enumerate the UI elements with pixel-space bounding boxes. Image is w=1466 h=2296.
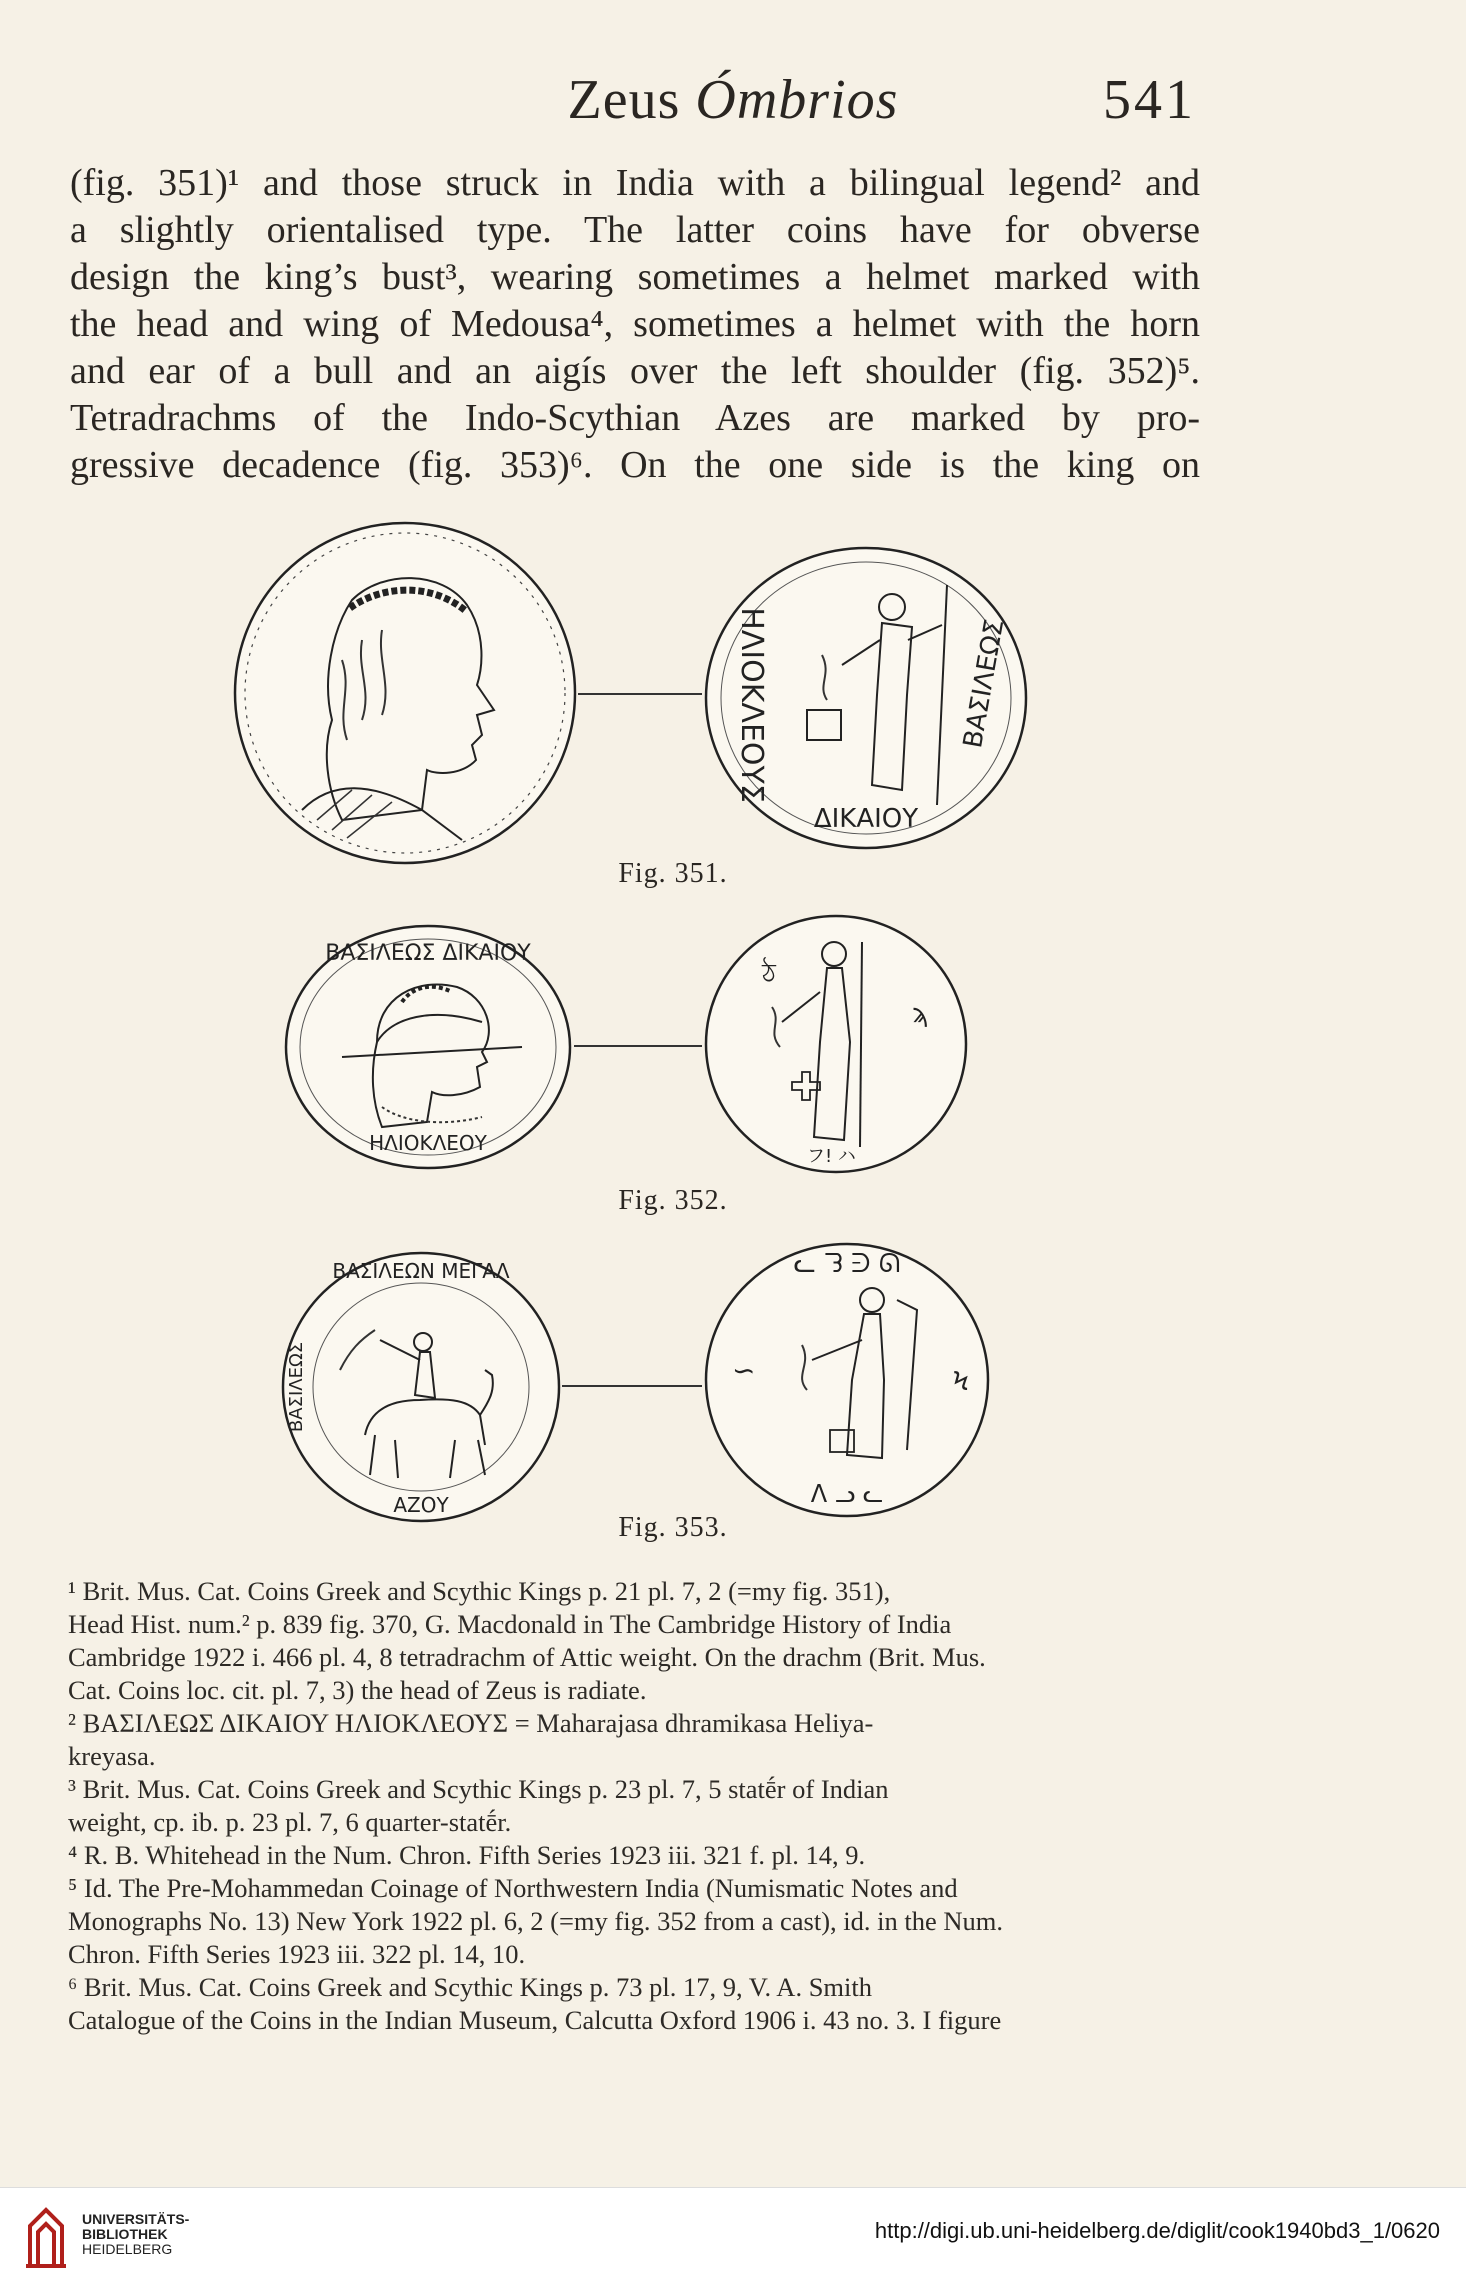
svg-text:ΔΙΚΑΙΟΥ: ΔΙΚΑΙΟΥ xyxy=(813,804,919,834)
coin-obverse-352 xyxy=(282,922,574,1172)
footnote-line: ² ΒΑΣΙΛΕΩΣ ΔΙΚΑΙΟΥ ΗΛΙΟΚΛΕΟΥΣ = Maharajasa dhramikasa Heliya- xyxy=(68,1708,874,1738)
coin-obverse-353 xyxy=(280,1250,562,1524)
coin-reverse-353 xyxy=(702,1240,992,1520)
footnote-line: Catalogue of the Coins in the Indian Museum, Calcutta Oxford 1906 i. 43 no. 3. I figure xyxy=(68,2005,1002,2035)
library-logo-icon xyxy=(22,2204,70,2270)
footnote-line: ⁵ Id. The Pre-Mohammedan Coinage of Northwestern India (Numismatic Notes and xyxy=(68,1873,958,1903)
footnote-line: Monographs No. 13) New York 1922 pl. 6, 2 (=my fig. 352 from a cast), id. in the Num. xyxy=(68,1906,1003,1936)
figure-caption: Fig. 351. xyxy=(618,858,728,889)
library-name: UNIVERSITÄTS- BIBLIOTHEK HEIDELBERG xyxy=(82,2211,190,2257)
footnote-line: kreyasa. xyxy=(68,1741,156,1771)
svg-text:ϡ: ϡ xyxy=(912,999,929,1029)
footnote-line: Chron. Fifth Series 1923 iii. 322 pl. 14, 10. xyxy=(68,1939,526,1969)
coin-reverse-351 xyxy=(702,545,1030,851)
footnote-line: ³ Brit. Mus. Cat. Coins Greek and Scythic Kings p. 23 pl. 7, 5 statḗr of Indian xyxy=(68,1774,889,1804)
footnote-line: Head Hist. num.² p. 839 fig. 370, G. Macdonald in The Cambridge History of India xyxy=(68,1609,952,1639)
svg-text:∽: ∽ xyxy=(732,1354,756,1387)
body-line: Tetradrachms of the Indo-Scythian Azes are marked by pro- xyxy=(70,397,1200,439)
footnote-line: ⁴ R. B. Whitehead in the Num. Chron. Fifth Series 1923 iii. 321 f. pl. 14, 9. xyxy=(68,1840,866,1870)
body-line: design the king’s bust³, wearing sometimes a helmet marked with xyxy=(70,256,1200,298)
body-line: gressive decadence (fig. 353)⁶. On the one side is the king on xyxy=(70,444,1200,486)
body-line: (fig. 351)¹ and those struck in India with a bilingual legend² and xyxy=(70,162,1200,204)
footnotes xyxy=(68,1575,1200,2037)
body-line: and ear of a bull and an aigís over the left shoulder (fig. 352)⁵. xyxy=(70,350,1200,392)
coin-legend: ΒΑΣΙΛΕΩΣ ΔΙΚΑΙΟΥ xyxy=(325,941,531,966)
figure-connector xyxy=(562,1385,702,1387)
body-paragraph xyxy=(70,160,1200,489)
coin-obverse-351 xyxy=(232,520,578,866)
svg-text:ΑΖΟΥ: ΑΖΟΥ xyxy=(393,1493,449,1517)
svg-text:フ! ハ: フ! ハ xyxy=(807,1146,856,1167)
running-head xyxy=(0,68,1466,138)
coin-legend: ΗΛΙΟΚΛΕΟΥΣ xyxy=(734,607,769,803)
figure-connector xyxy=(578,693,702,695)
running-title: Zeus Ómbrios xyxy=(567,69,899,131)
footnote-line: ¹ Brit. Mus. Cat. Coins Greek and Scythic Kings p. 21 pl. 7, 2 (=my fig. 351), xyxy=(68,1576,891,1606)
coin-reverse-352 xyxy=(702,912,970,1176)
svg-text:ঠ: ঠ xyxy=(762,959,776,989)
body-line: a slightly orientalised type. The latter coins have for obverse xyxy=(70,209,1200,251)
footnote-line: weight, cp. ib. p. 23 pl. 7, 6 quarter-statḗr. xyxy=(68,1807,512,1837)
body-line: the head and wing of Medousa⁴, sometimes a helmet with the horn xyxy=(70,303,1200,345)
figure-connector xyxy=(574,1045,702,1047)
footnote-line: Cambridge 1922 i. 466 pl. 4, 8 tetradrachm of Attic weight. On the drachm (Brit. Mus. xyxy=(68,1642,986,1672)
svg-text:ᐱ ᓗ ᓚ: ᐱ ᓗ ᓚ xyxy=(810,1480,884,1508)
footnote-line: ⁶ Brit. Mus. Cat. Coins Greek and Scythic Kings p. 73 pl. 17, 9, V. A. Smith xyxy=(68,1972,873,2002)
svg-text:ᓚ ᘊ ᕭ ᘏ: ᓚ ᘊ ᕭ ᘏ xyxy=(793,1249,901,1279)
coin-legend: ΒΑΣΙΛΕΩΝ ΜΕΓΑΛ xyxy=(332,1259,510,1283)
source-url-link[interactable]: http://digi.ub.uni-heidelberg.de/diglit/cook1940bd3_1/0620 xyxy=(874,2218,1440,2243)
footnote-line: Cat. Coins loc. cit. pl. 7, 3) the head of Zeus is radiate. xyxy=(68,1675,647,1705)
svg-text:ΒΑΣΙΛΕΩΣ: ΒΑΣΙΛΕΩΣ xyxy=(286,1341,307,1433)
library-footer xyxy=(0,2187,1466,2296)
figure-caption: Fig. 353. xyxy=(618,1512,728,1543)
svg-text:ΗΛΙΟΚΛΕΟΥ: ΗΛΙΟΚΛΕΟΥ xyxy=(369,1131,487,1155)
page-number: 541 xyxy=(1103,69,1196,131)
svg-text:Ϟ: Ϟ xyxy=(952,1367,970,1397)
svg-text:ΒΑΣΙΛΕΩΣ: ΒΑΣΙΛΕΩΣ xyxy=(958,616,1011,751)
figure-caption: Fig. 352. xyxy=(618,1185,728,1216)
